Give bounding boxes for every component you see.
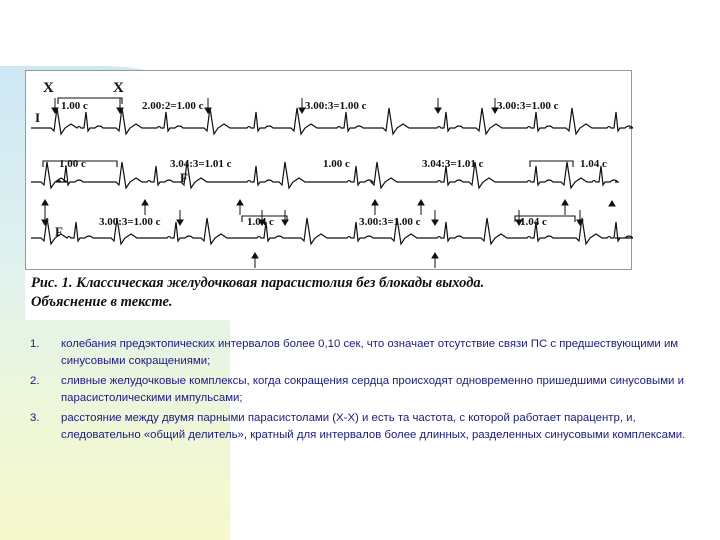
marker-x-right: X [113,80,124,96]
figure-caption [31,274,484,312]
interval-label-r3-3: 3.00:3=1.00 с [359,216,421,228]
interval-label-r2-2: 3.04:3=1.01 с [170,158,232,170]
lead-label-i: I [35,110,41,125]
fusion-label-f-row3: F [55,224,63,239]
interval-label-r1-2: 2.00:2=1.00 с [142,100,204,112]
interval-label-r1-4: 3.00:3=1.00 с [497,100,559,112]
criteria-list [30,336,690,447]
interval-label-r1-1: 1.00 с [61,100,88,112]
interval-label-r3-4: 1.04 с [520,216,547,228]
figure-caption-title: Рис. 1. Классическая желудочковая парасистолия без блокады выхода. [31,275,485,291]
interval-label-r2-1: 1.00 с [59,158,86,170]
list-item [30,410,690,444]
marker-x-left: X [43,80,54,96]
interval-label-r1-3: 3.00:3=1.00 с [305,100,367,112]
list-item-number: 1. [30,338,40,350]
interval-label-r2-4: 3.04:3=1.01 с [422,158,484,170]
list-item-number: 2. [30,375,40,387]
list-item-text: колебания предэктопических интервалов более 0,10 сек, что означает отсутствие связи ПС с предшествующими им синусовыми сокращениями; [61,338,679,367]
list-item [30,373,690,407]
fusion-label-f-row2: F [180,170,188,185]
list-item-number: 3. [30,412,40,424]
list-item-text: сливные желудочковые комплексы, когда сокращения сердца происходят одновременно пришедшими синусовыми и парасистолическими импульсами; [61,375,684,404]
list-item [30,336,690,370]
figure-caption-subtitle: Объяснение в тексте. [31,294,173,310]
ecg-figure [25,70,633,320]
interval-label-r3-1: 3.00:3=1.00 с [99,216,161,228]
interval-label-r2-5: 1.04 с [580,158,607,170]
interval-label-r3-2: 1.04 с [247,216,274,228]
list-item-text: расстояние между двумя парными парасистолами (Х-Х) и есть та частота, с которой работает парацентр, и, следовательно «общий делитель», кратный для интервалов более длинных, разделенных синусовыми комплексами. [61,412,686,441]
interval-label-r2-3: 1.00 с [323,158,350,170]
